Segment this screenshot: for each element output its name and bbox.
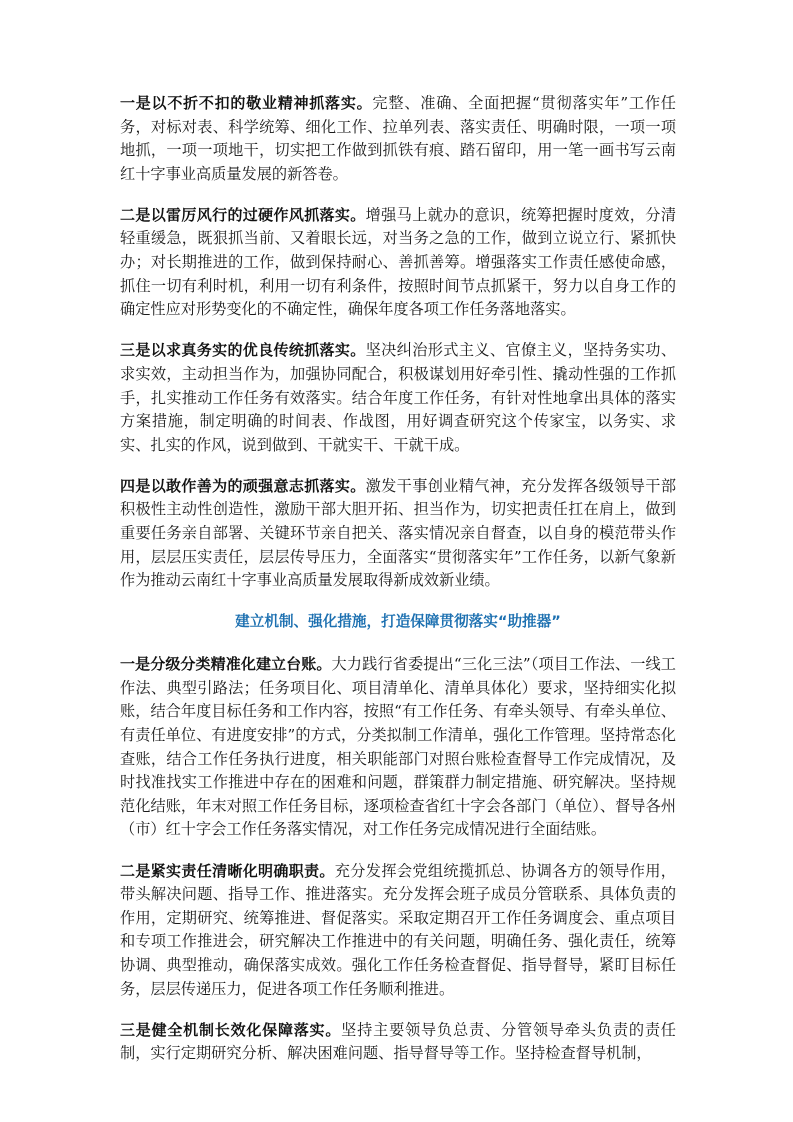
paragraph-3 [120,339,676,457]
paragraph-5 [120,653,676,842]
paragraph-4-lead: 四是以敢作善为的顽强意志抓落实。 [120,476,366,495]
paragraph-6-lead: 二是紧实责任清晰化明确职责。 [120,861,335,880]
paragraph-2-body: 增强马上就办的意识，统筹把握时度效，分清轻重缓急，既狠抓当前、又着眼长远，对当务之急的工作，做到立说立行、紧抓快办；对长期推进的工作，做到保持耐心、善抓善筹。增强落实工作责任感使命感，抓住一切有利时机，利用一切有利条件，按照时间节点抓紧干，努力以自身工作的确定性应对形势变化的不确定性，确保年度各项工作任务落地落实。 [120,205,677,319]
paragraph-2 [120,204,676,322]
paragraph-6 [120,860,676,1002]
paragraph-4 [120,475,676,593]
paragraph-7-body: 坚持主要领导负总责、分管领导牵头负责的责任制，实行定期研究分析、解决困难问题、指导督导等工作。坚持检查督导机制， [120,1020,676,1063]
section-heading: 建立机制、强化措施，打造保障贯彻落实“助推器” [235,613,561,631]
paragraph-3-lead: 三是以求真务实的优良传统抓落实。 [120,341,366,360]
paragraph-7 [120,1019,676,1066]
paragraph-7-lead: 三是健全机制长效化保障落实。 [120,1020,342,1039]
document-page [120,92,676,1083]
paragraph-3-body: 坚决纠治形式主义、官僚主义，坚持务实功、求实效，主动担当作为，加强协同配合，积极谋划用好牵引性、撬动性强的工作抓手，扎实推动工作任务有效落实。结合年度工作任务，有针对性地拿出具体的落实方案措施，制定明确的时间表、作战图，用好调查研究这个传家宝，以务实、求实、扎实的作风，说到做到、干就实干、干就干成。 [120,341,677,454]
paragraph-5-body: 大力践行省委提出“三化三法”（项目工作法、一线工作法、典型引路法；任务项目化、项目清单化、清单具体化）要求，坚持细实化拟账，结合年度目标任务和工作内容，按照“有工作任务、有牵头领导、有牵头单位、有责任单位、有进度安排”的方式，分类拟制工作清单，强化工作管理。坚持常态化查账，结合工作任务执行进度，相关职能部门对照台账检查督导工作完成情况，及时找准找实工作推进中存在的困难和问题，群策群力制定措施、研究解决。坚持规范化结账，年末对照工作任务目标，逐项检查省红十字会各部门（单位）、督导各州（市）红十字会工作任务落实情况，对工作任务完成情况进行全面结账。 [120,655,676,839]
paragraph-1-lead: 一是以不折不扣的敬业精神抓落实。 [120,94,373,112]
paragraph-1 [120,92,676,186]
paragraph-5-lead: 一是分级分类精准化建立台账。 [120,655,332,674]
paragraph-4-body: 激发干事创业精气神，充分发挥各级领导干部积极性主动性创造性，激励干部大胆开拓、担当作为，切实把责任扛在肩上，做到重要任务亲自部署、关键环节亲自把关、落实情况亲自督查，以自身的模范带头作用，层层压实责任，层层传导压力，全面落实“贯彻落实年”工作任务，以新气象新作为推动云南红十字事业高质量发展取得新成效新业绩。 [120,476,677,590]
paragraph-1-body: 完整、准确、全面把握“贯彻落实年”工作任务，对标对表、科学统筹、细化工作、拉单列表、落实责任、明确时限，一项一项地抓，一项一项地干，切实把工作做到抓铁有痕、踏石留印，用一笔一画书写云南红十字事业高质量发展的新答卷。 [120,94,676,183]
paragraph-2-lead: 二是以雷厉风行的过硬作风抓落实。 [120,205,366,224]
paragraph-6-body: 充分发挥会党组统揽抓总、协调各方的领导作用，带头解决问题、指导工作、推进落实。充分发挥会班子成员分管联系、具体负责的作用，定期研究、统筹推进、督促落实。采取定期召开工作任务调度会、重点项目和专项工作推进会，研究解决工作推进中的有关问题，明确任务、强化责任，统筹协调、典型推动，确保落实成效。强化工作任务检查督促、指导督导，紧盯目标任务，层层传递压力，促进各项工作任务顺利推进。 [120,861,676,998]
